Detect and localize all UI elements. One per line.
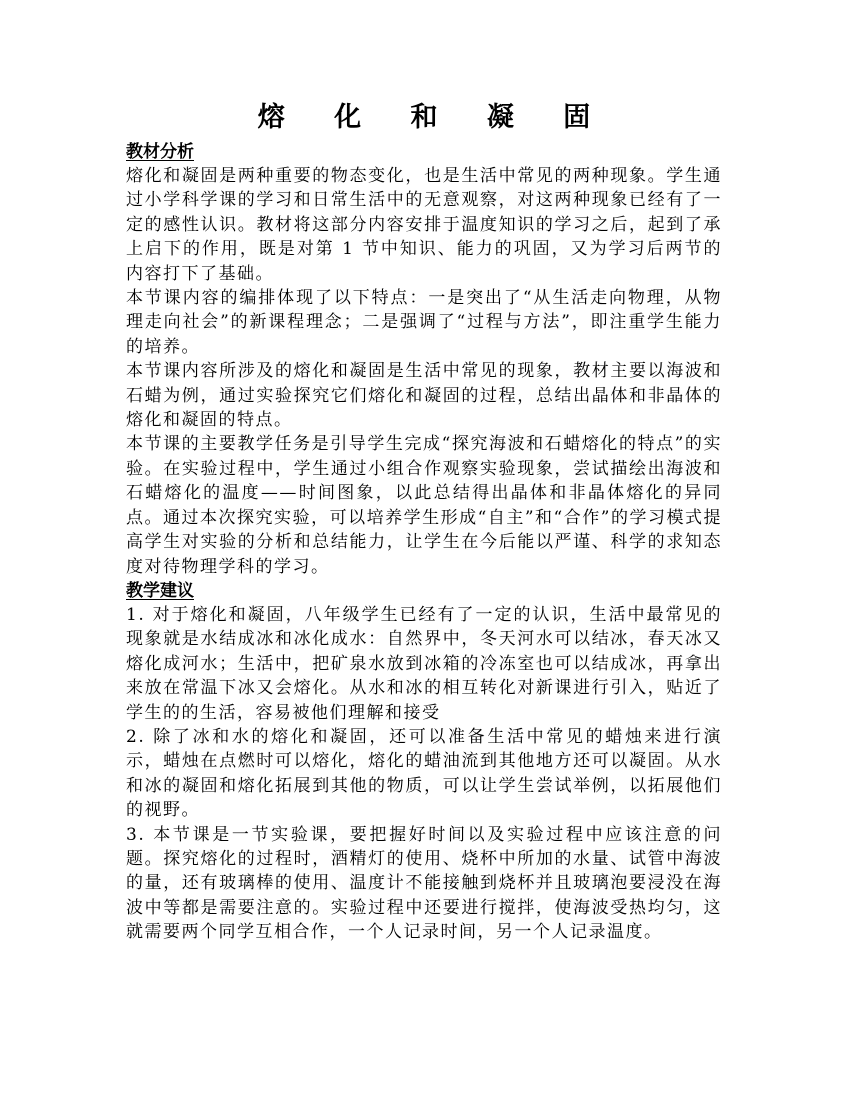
paragraph: 本节课的主要教学任务是引导学生完成“探究海波和石蜡熔化的特点”的实验。在实验过程中，学生通过小组合作观察实验现象，尝试描绘出海波和石蜡熔化的温度——时间图象，以此总结得出晶体和非晶体熔化的异同点。通过本次探究实验，可以培养学生形成“自主”和“合作”的学习模式提高学生对实验的分析和总结能力，让学生在今后能以严谨、科学的求知态度对待物理学科的学习。 bbox=[126, 434, 722, 577]
section-heading-teaching-suggestions: 教学建议 bbox=[126, 580, 194, 601]
section-teaching-suggestions bbox=[126, 579, 722, 945]
section-textbook-analysis bbox=[126, 140, 722, 579]
list-item: 1. 对于熔化和凝固，八年级学生已经有了一定的认识，生活中最常见的现象就是水结成冰和冰化成水：自然界中，冬天河水可以结冰，春天冰又熔化成河水；生活中，把矿泉水放到冰箱的冷冻室也可以结成冰，再拿出来放在常温下冰又会熔化。从水和冰的相互转化对新课进行引入，贴近了学生的的生活，容易被他们理解和接受 bbox=[126, 604, 722, 723]
paragraph: 本节课内容的编排体现了以下特点：一是突出了“从生活走向物理，从物理走向社会”的新课程理念；二是强调了“过程与方法”，即注重学生能力的培养。 bbox=[126, 288, 722, 357]
page-title: 熔 化 和 凝 固 bbox=[257, 102, 611, 133]
list-item: 3. 本节课是一节实验课，要把握好时间以及实验过程中应该注意的问题。探究熔化的过程时，酒精灯的使用、烧杯中所加的水量、试管中海波的量，还有玻璃棒的使用、温度计不能接触到烧杯并且玻璃泡要浸没在海波中等都是需要注意的。实验过程中还要进行搅拌，使海波受热均匀，这就需要两个同学互相合作，一个人记录时间，另一个人记录温度。 bbox=[126, 824, 722, 943]
document-page bbox=[126, 96, 722, 945]
list-item: 2. 除了冰和水的熔化和凝固，还可以准备生活中常见的蜡烛来进行演示，蜡烛在点燃时可以熔化，熔化的蜡油流到其他地方还可以凝固。从水和冰的凝固和熔化拓展到其他的物质，可以让学生尝试举例，以拓展他们的视野。 bbox=[126, 726, 722, 821]
paragraph: 熔化和凝固是两种重要的物态变化，也是生活中常见的两种现象。学生通过小学科学课的学习和日常生活中的无意观察，对这两种现象已经有了一定的感性认识。教材将这部分内容安排于温度知识的学习之后，起到了承上启下的作用，既是对第 1 节中知识、能力的巩固，又为学习后两节的内容打下了基础。 bbox=[126, 166, 722, 284]
paragraph: 本节课内容所涉及的熔化和凝固是生活中常见的现象，教材主要以海波和石蜡为例，通过实验探究它们熔化和凝固的过程，总结出晶体和非晶体的熔化和凝固的特点。 bbox=[126, 361, 722, 431]
section-heading-textbook-analysis: 教材分析 bbox=[126, 142, 194, 162]
